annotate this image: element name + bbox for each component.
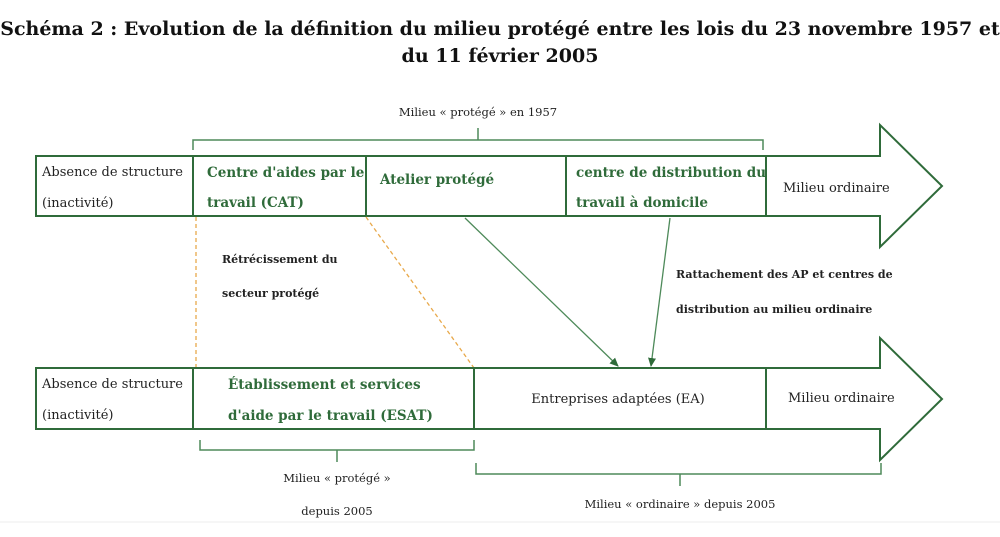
title-line-1: Schéma 2 : Evolution de la définition du milieu protégé entre les lois du 23 novembre 1957 et bbox=[0, 18, 1000, 40]
brace-1957-label: Milieu « protégé » en 1957 bbox=[398, 105, 558, 119]
cat-line1: Centre d'aides par le bbox=[207, 165, 365, 181]
note-retrecissement-line2: secteur protégé bbox=[222, 287, 320, 300]
absence-2005-line2: (inactivité) bbox=[42, 408, 114, 423]
absence-1957-line1: Absence de structure bbox=[42, 165, 183, 180]
brace-ordinaire-label: Milieu « ordinaire » depuis 2005 bbox=[584, 497, 776, 511]
brace-2005-ordinaire bbox=[476, 463, 881, 486]
dashed-line-right bbox=[366, 217, 474, 368]
brace-2005-protege bbox=[200, 440, 474, 462]
centre-line2: travail à domicile bbox=[576, 195, 709, 211]
arrow-centre-to-ea bbox=[651, 218, 670, 366]
milieu-ordinaire-1957: Milieu ordinaire bbox=[783, 181, 890, 196]
esat-line2: d'aide par le travail (ESAT) bbox=[228, 408, 433, 424]
note-rattachement-line1: Rattachement des AP et centres de bbox=[676, 268, 893, 281]
entreprises-adaptees: Entreprises adaptées (EA) bbox=[531, 392, 705, 407]
absence-2005-line1: Absence de structure bbox=[42, 377, 183, 392]
atelier-protege: Atelier protégé bbox=[380, 172, 495, 188]
arrow-atelier-to-ea bbox=[465, 218, 618, 366]
note-retrecissement-line1: Rétrécissement du bbox=[222, 253, 338, 266]
cat-line2: travail (CAT) bbox=[207, 195, 304, 211]
brace-protege-line2: depuis 2005 bbox=[301, 504, 373, 518]
absence-1957-line2: (inactivité) bbox=[42, 196, 114, 211]
esat-line1: Établissement et services bbox=[228, 377, 421, 393]
brace-1957 bbox=[193, 128, 763, 150]
title-line-2: du 11 février 2005 bbox=[401, 45, 599, 67]
note-rattachement-line2: distribution au milieu ordinaire bbox=[676, 303, 873, 316]
brace-protege-line1: Milieu « protégé » bbox=[283, 471, 391, 485]
milieu-ordinaire-2005: Milieu ordinaire bbox=[788, 391, 895, 406]
centre-line1: centre de distribution du bbox=[576, 165, 767, 181]
